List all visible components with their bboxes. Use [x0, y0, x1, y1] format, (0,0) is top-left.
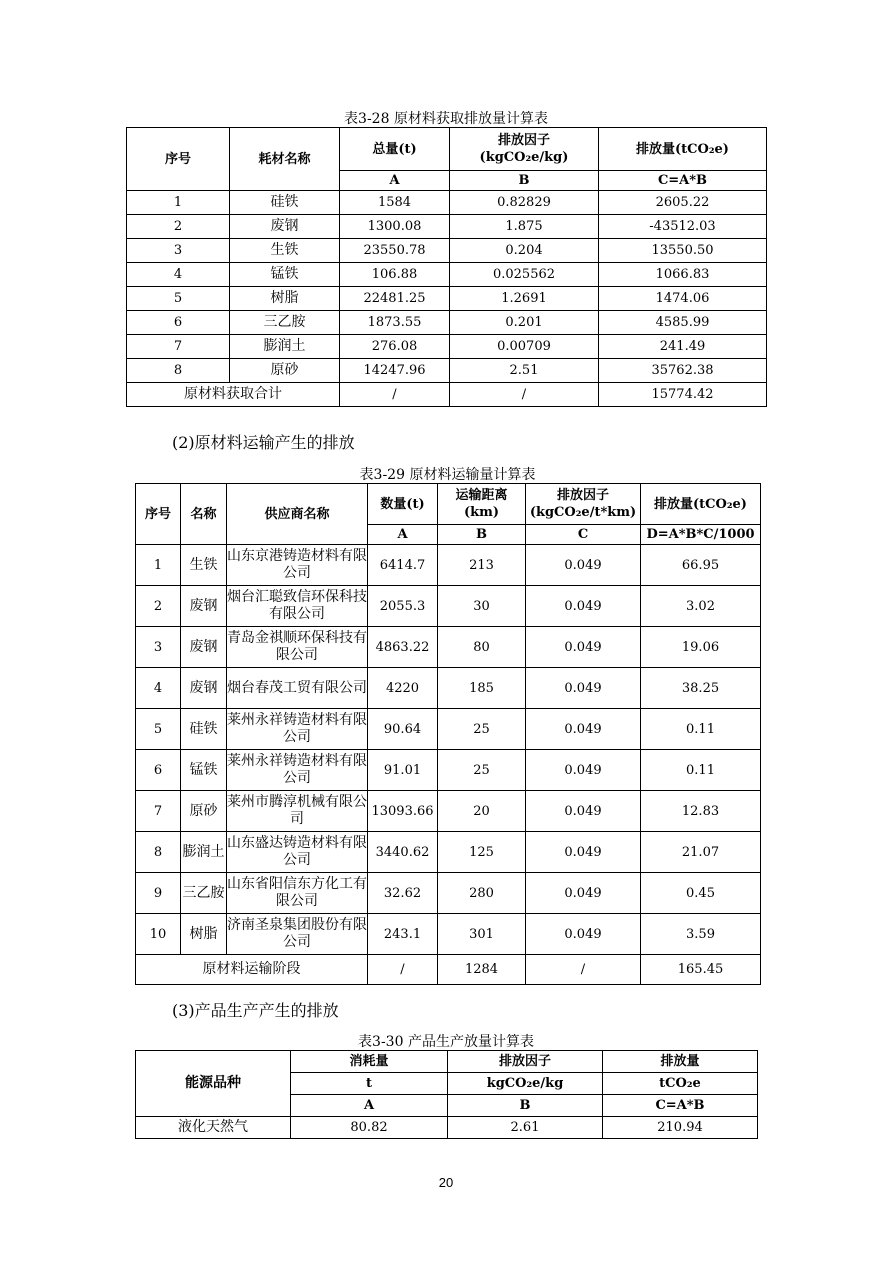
table-cell: 1584	[340, 191, 450, 215]
table-cell: 90.64	[368, 709, 438, 750]
table-cell: 185	[438, 668, 526, 709]
table-row	[136, 545, 761, 586]
table-row	[136, 750, 761, 791]
header-distance-unit: (km)	[463, 505, 500, 520]
table-cell: 三乙胺	[181, 873, 227, 914]
page-number: 20	[438, 1175, 454, 1190]
table-cell: 锰铁	[181, 750, 227, 791]
table-cell: 0.204	[450, 239, 599, 263]
table-cell: 9	[136, 873, 181, 914]
table-cell: 4	[127, 263, 230, 287]
table-cell: 3.59	[641, 914, 761, 955]
table-cell: 废钢	[181, 627, 227, 668]
table-cell: 10	[136, 914, 181, 955]
table-cell: 废钢	[181, 668, 227, 709]
table-cell: 树脂	[230, 287, 340, 311]
table-cell: 烟台春茂工贸有限公司	[227, 668, 368, 709]
table-cell: 三乙胺	[230, 311, 340, 335]
table29	[135, 483, 761, 985]
table-cell: 树脂	[181, 914, 227, 955]
table-cell: 4	[136, 668, 181, 709]
table-cell: 2605.22	[599, 191, 767, 215]
table-cell: 91.01	[368, 750, 438, 791]
table-cell: 1066.83	[599, 263, 767, 287]
table-cell: 0.049	[526, 914, 641, 955]
table-row	[136, 791, 761, 832]
table-row	[127, 263, 767, 287]
table-cell: 青岛金祺顺环保科技有限公司	[227, 627, 368, 668]
table-cell: 废钢	[181, 586, 227, 627]
table-cell: 硅铁	[181, 709, 227, 750]
table-row	[136, 668, 761, 709]
table-row	[127, 359, 767, 383]
header-col-a: A	[368, 525, 438, 545]
table-cell: 废钢	[230, 215, 340, 239]
table-cell: 8	[127, 359, 230, 383]
table-cell: 5	[136, 709, 181, 750]
table-cell: 0.049	[526, 832, 641, 873]
table-cell: 35762.38	[599, 359, 767, 383]
table28	[126, 127, 767, 407]
table-cell: 2.51	[450, 359, 599, 383]
header-factor-label: 排放因子	[497, 133, 550, 148]
total-label: 原材料运输阶段	[136, 955, 368, 985]
header-col-a: A	[340, 171, 450, 191]
table-cell: 2	[136, 586, 181, 627]
table-cell: 1.875	[450, 215, 599, 239]
table-cell: 6414.7	[368, 545, 438, 586]
table-cell: 0.00709	[450, 335, 599, 359]
table-cell: 莱州市腾淳机械有限公司	[227, 791, 368, 832]
table-cell: 4863.22	[368, 627, 438, 668]
table28-caption: 表3-28 原材料获取排放量计算表	[344, 111, 548, 127]
table-cell: 2.61	[448, 1117, 603, 1139]
header-factor-unit: (kgCO₂e/kg)	[479, 150, 569, 165]
table-cell: 7	[127, 335, 230, 359]
table-cell: 301	[438, 914, 526, 955]
table-cell: 3	[127, 239, 230, 263]
total-distance: 1284	[438, 955, 526, 985]
table-row	[136, 832, 761, 873]
table-cell: 0.049	[526, 586, 641, 627]
table-row	[136, 914, 761, 955]
table-cell: 1	[136, 545, 181, 586]
table-cell: 106.88	[340, 263, 450, 287]
header-unit-t: t	[291, 1073, 448, 1095]
header-no: 序号	[127, 128, 230, 191]
table-cell: 30	[438, 586, 526, 627]
table-cell: 1.2691	[450, 287, 599, 311]
table-cell: 8	[136, 832, 181, 873]
table-cell: 山东盛达铸造材料有限公司	[227, 832, 368, 873]
table-cell: 25	[438, 750, 526, 791]
total-emission: 165.45	[641, 955, 761, 985]
header-energy: 能源品种	[136, 1051, 291, 1117]
table-cell: 6	[136, 750, 181, 791]
table-cell: 0.049	[526, 627, 641, 668]
header-factor-unit: (kgCO₂e/t*km)	[529, 505, 637, 520]
header-emission: 排放量	[603, 1051, 758, 1073]
header-factor	[450, 128, 599, 171]
header-distance-label: 运输距离	[455, 488, 508, 503]
table-cell: 0.82829	[450, 191, 599, 215]
table-cell: 硅铁	[230, 191, 340, 215]
header-col-c: C=A*B	[599, 171, 767, 191]
table-cell: 13550.50	[599, 239, 767, 263]
table-cell: 66.95	[641, 545, 761, 586]
table-cell: 0.11	[641, 709, 761, 750]
header-no: 序号	[136, 484, 181, 545]
table-cell: 4585.99	[599, 311, 767, 335]
table28-total-row	[127, 383, 767, 407]
table30-caption: 表3-30 产品生产放量计算表	[358, 1034, 534, 1050]
header-distance	[438, 484, 526, 525]
header-col-a: A	[291, 1095, 448, 1117]
table-cell: 210.94	[603, 1117, 758, 1139]
table-row	[127, 311, 767, 335]
section-2-heading: (2)原材料运输产生的排放	[172, 433, 355, 452]
table-row	[127, 239, 767, 263]
table-cell: 20	[438, 791, 526, 832]
table-cell: 125	[438, 832, 526, 873]
table-cell: 1873.55	[340, 311, 450, 335]
table-cell: 2	[127, 215, 230, 239]
table-cell: 3	[136, 627, 181, 668]
table-cell: 原砂	[230, 359, 340, 383]
table-cell: 280	[438, 873, 526, 914]
table-cell: 0.049	[526, 750, 641, 791]
table-row	[127, 287, 767, 311]
table-cell: 0.11	[641, 750, 761, 791]
table-cell: 80	[438, 627, 526, 668]
header-consumption: 消耗量	[291, 1051, 448, 1073]
table-row	[127, 335, 767, 359]
table-cell: 原砂	[181, 791, 227, 832]
table-cell: 锰铁	[230, 263, 340, 287]
table-cell: 1474.06	[599, 287, 767, 311]
header-col-d: D=A*B*C/1000	[641, 525, 761, 545]
table-cell: 烟台汇聪致信环保科技有限公司	[227, 586, 368, 627]
table-row	[136, 586, 761, 627]
table-cell: 25	[438, 709, 526, 750]
table-cell: 5	[127, 287, 230, 311]
table29-body	[136, 545, 761, 955]
header-factor: 排放因子	[448, 1051, 603, 1073]
table-cell: 0.049	[526, 668, 641, 709]
table-cell: 莱州永祥铸造材料有限公司	[227, 750, 368, 791]
table-cell: 6	[127, 311, 230, 335]
total-factor: /	[526, 955, 641, 985]
table-cell: 液化天然气	[136, 1117, 291, 1139]
table-cell: 0.45	[641, 873, 761, 914]
total-qty: /	[368, 955, 438, 985]
table-cell: 0.049	[526, 709, 641, 750]
header-col-b: B	[450, 171, 599, 191]
table-cell: 7	[136, 791, 181, 832]
table-cell: 14247.96	[340, 359, 450, 383]
table-cell: 0.025562	[450, 263, 599, 287]
table-row	[136, 873, 761, 914]
table-cell: 山东京港铸造材料有限公司	[227, 545, 368, 586]
table-cell: 生铁	[181, 545, 227, 586]
table-cell: 1300.08	[340, 215, 450, 239]
table-cell: 莱州永祥铸造材料有限公司	[227, 709, 368, 750]
header-factor	[526, 484, 641, 525]
table29-total-row	[136, 955, 761, 985]
table-row	[136, 709, 761, 750]
total-c: 15774.42	[599, 383, 767, 407]
table-cell: 38.25	[641, 668, 761, 709]
table-cell: 山东省阳信东方化工有限公司	[227, 873, 368, 914]
total-label: 原材料获取合计	[127, 383, 340, 407]
table-cell: 3.02	[641, 586, 761, 627]
header-supplier: 供应商名称	[227, 484, 368, 545]
table-cell: 膨润土	[230, 335, 340, 359]
header-emission: 排放量(tCO₂e)	[641, 484, 761, 525]
table-cell: 80.82	[291, 1117, 448, 1139]
table-row	[136, 627, 761, 668]
header-col-c: C=A*B	[603, 1095, 758, 1117]
table-cell: 膨润土	[181, 832, 227, 873]
table-cell: 19.06	[641, 627, 761, 668]
table-cell: 0.049	[526, 545, 641, 586]
table28-body	[127, 191, 767, 383]
header-col-b: B	[448, 1095, 603, 1117]
table-cell: 济南圣泉集团股份有限公司	[227, 914, 368, 955]
table30	[135, 1050, 758, 1139]
header-factor-label: 排放因子	[556, 488, 609, 503]
table-cell: 2055.3	[368, 586, 438, 627]
table-cell: 生铁	[230, 239, 340, 263]
table-cell: 3440.62	[368, 832, 438, 873]
table30-body	[136, 1117, 758, 1139]
table-cell: 4220	[368, 668, 438, 709]
header-col-c: C	[526, 525, 641, 545]
table-cell: 12.83	[641, 791, 761, 832]
total-a: /	[340, 383, 450, 407]
table-cell: 0.049	[526, 791, 641, 832]
table-cell: 23550.78	[340, 239, 450, 263]
section-3-heading: (3)产品生产产生的排放	[172, 1001, 339, 1020]
header-unit-factor: kgCO₂e/kg	[448, 1073, 603, 1095]
header-material-name: 耗材名称	[230, 128, 340, 191]
table-cell: 1	[127, 191, 230, 215]
total-b: /	[450, 383, 599, 407]
header-total: 总量(t)	[340, 128, 450, 171]
table-cell: 13093.66	[368, 791, 438, 832]
table-cell: 0.049	[526, 873, 641, 914]
header-qty: 数量(t)	[368, 484, 438, 525]
table-cell: 213	[438, 545, 526, 586]
table29-caption: 表3-29 原材料运输量计算表	[359, 467, 536, 483]
table-row	[127, 215, 767, 239]
table-cell: -43512.03	[599, 215, 767, 239]
table-cell: 241.49	[599, 335, 767, 359]
table-row	[136, 1117, 758, 1139]
table-cell: 21.07	[641, 832, 761, 873]
header-name: 名称	[181, 484, 227, 545]
table-cell: 276.08	[340, 335, 450, 359]
table-cell: 243.1	[368, 914, 438, 955]
table-cell: 32.62	[368, 873, 438, 914]
header-unit-emission: tCO₂e	[603, 1073, 758, 1095]
table-cell: 22481.25	[340, 287, 450, 311]
table-cell: 0.201	[450, 311, 599, 335]
header-emission: 排放量(tCO₂e)	[599, 128, 767, 171]
table-row	[127, 191, 767, 215]
header-col-b: B	[438, 525, 526, 545]
